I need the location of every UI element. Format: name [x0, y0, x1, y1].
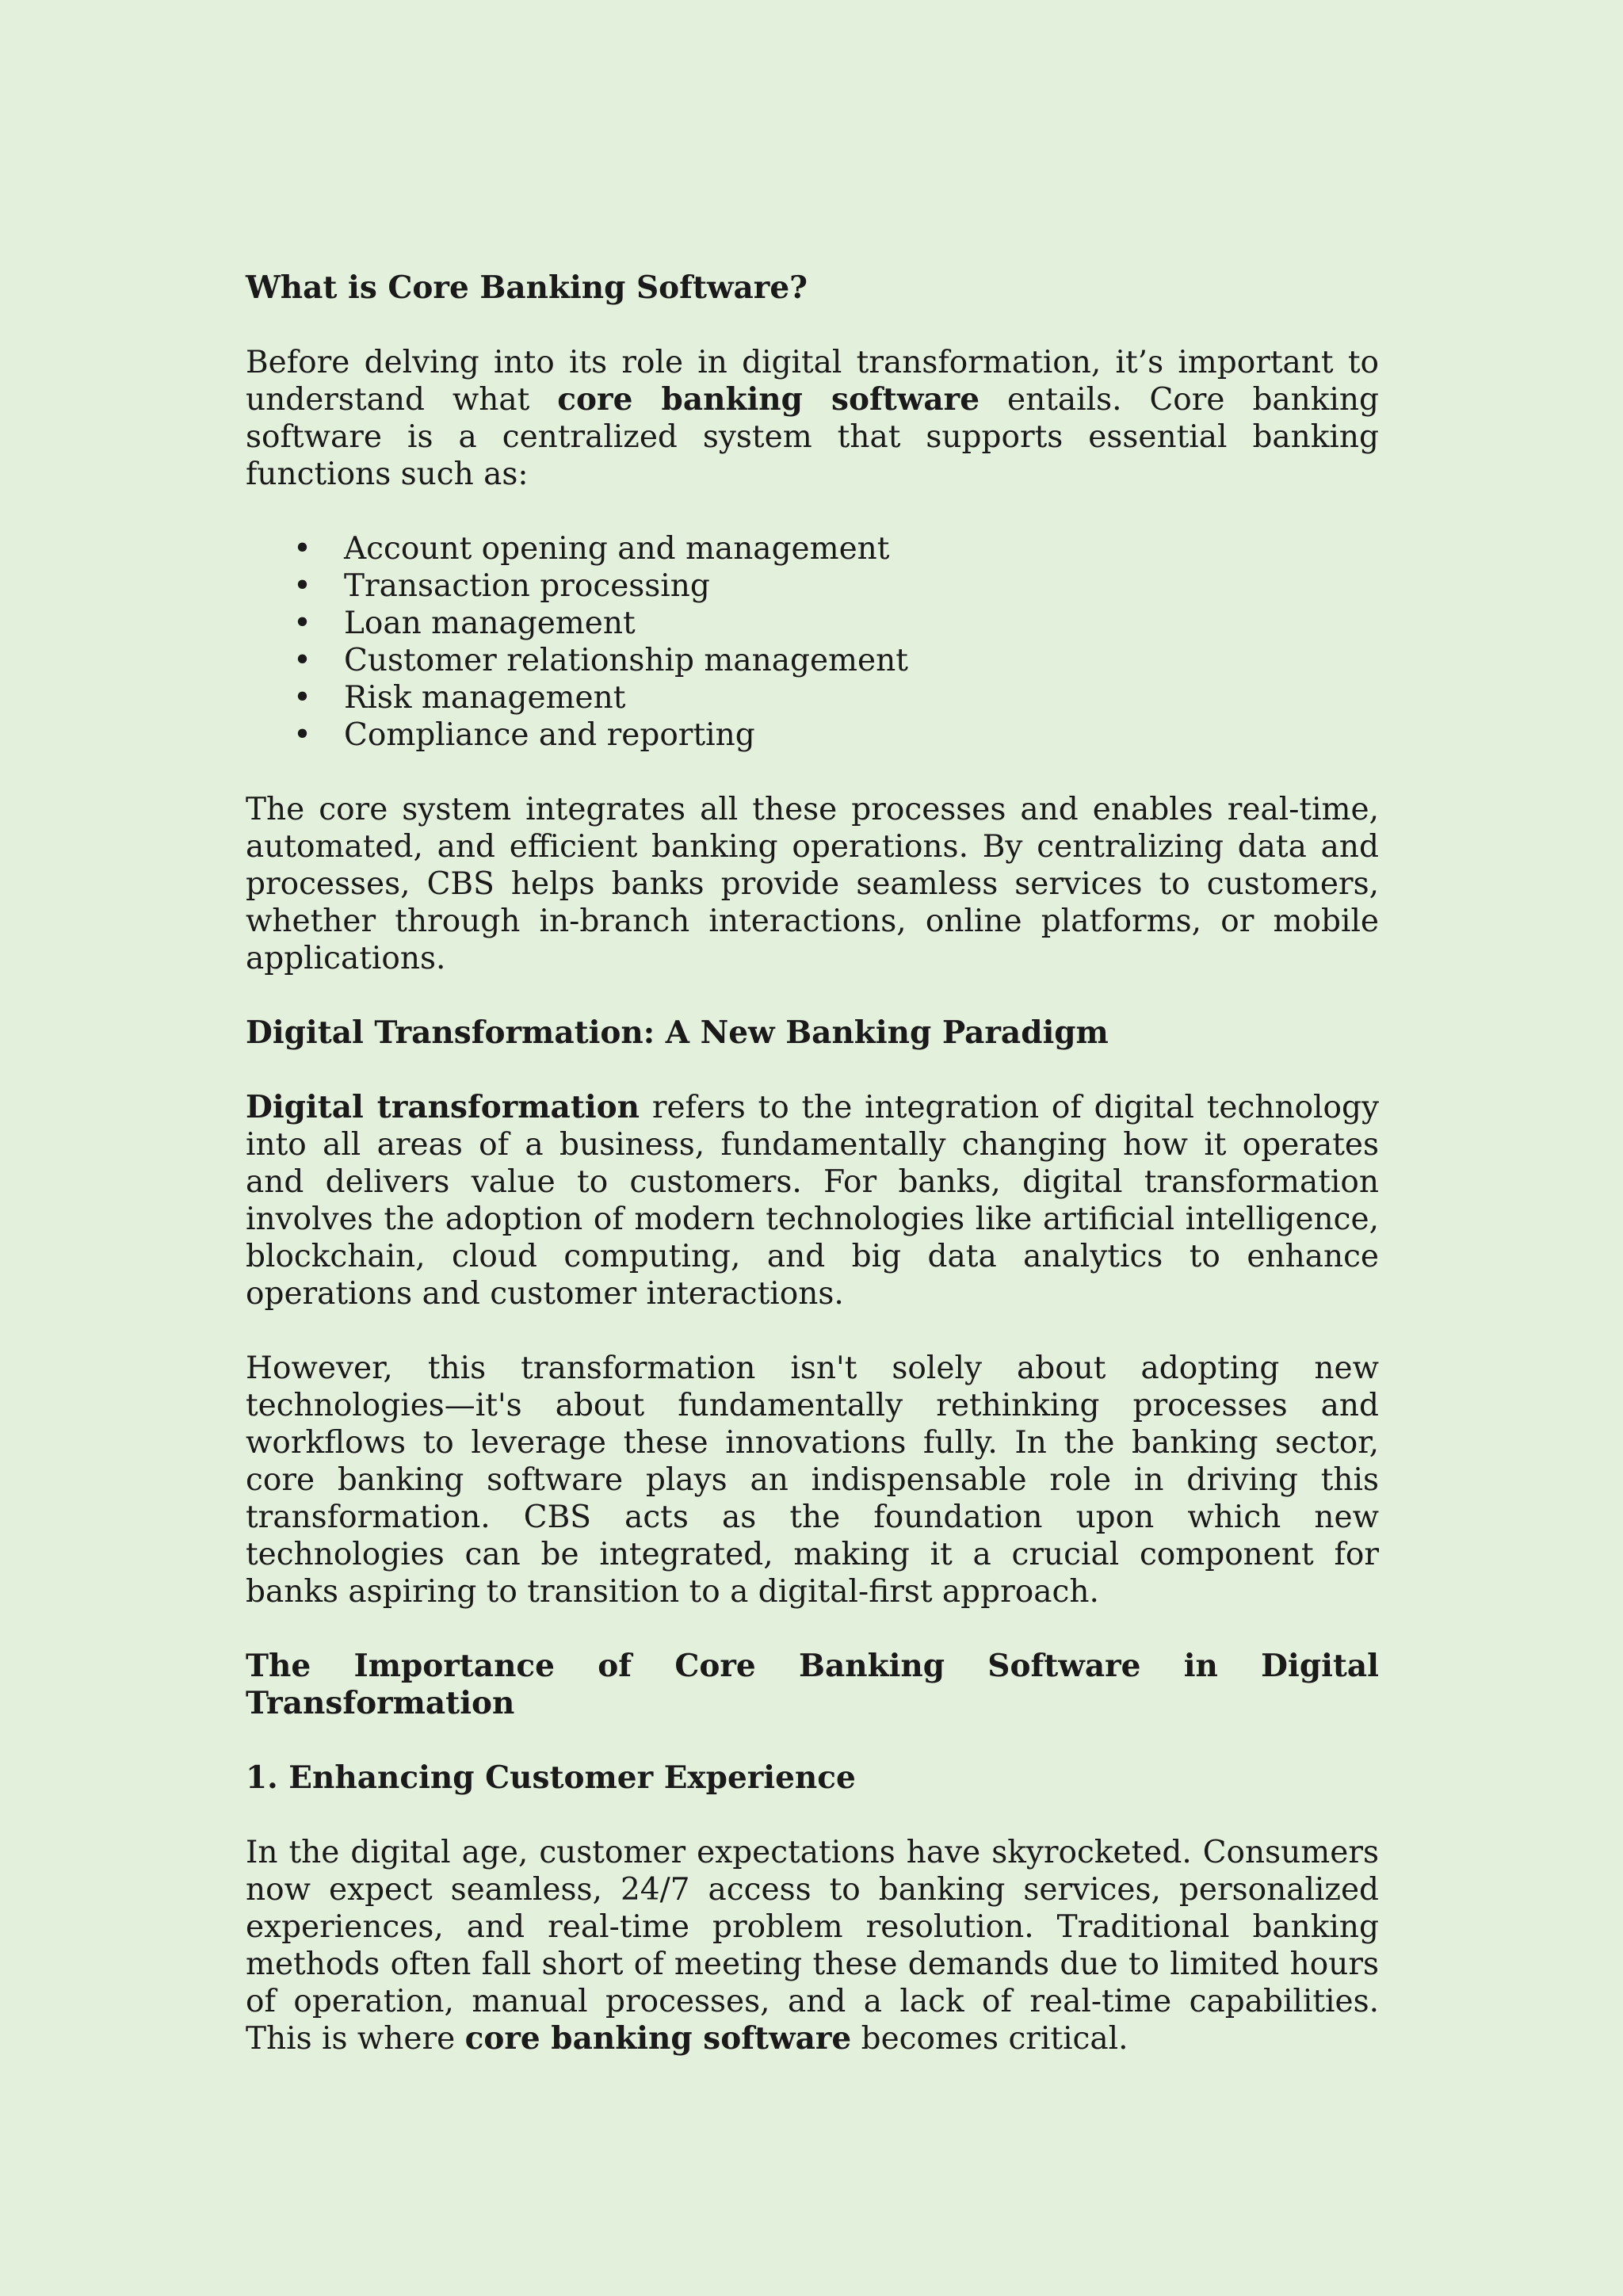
- list-item-text: Customer relationship management: [344, 643, 908, 678]
- section-heading-digital-transformation: Digital Transformation: A New Banking Paradigm: [246, 1014, 1109, 1051]
- bullet-icon: •: [293, 568, 312, 604]
- transformation-rethinking-paragraph: However, this transformation isn't solely about adopting new technologies—it's about fundamentally rethinking processes and workflows to leverage these innovations fully. In the banking sector, core banking software plays an indispensable role in driving this transformation. CBS acts as the foundation upon which new technologies can be integrated, making it a crucial component for banks aspiring to transition to a digital-first approach.: [246, 1350, 1379, 1610]
- banking-functions-list: [246, 530, 1379, 754]
- digital-transformation-definition-paragraph: [246, 1089, 1379, 1312]
- list-item: [293, 716, 1379, 754]
- intro-paragraph: [246, 344, 1379, 493]
- bullet-icon: •: [293, 680, 312, 716]
- subheading-customer-experience: 1. Enhancing Customer Experience: [246, 1759, 856, 1796]
- core-system-summary-paragraph: The core system integrates all these processes and enables real-time, automated, and efficient banking operations. By centralizing data and processes, CBS helps banks provide seamless services to customers, whether through in-branch interactions, online platforms, or mobile applications.: [246, 792, 1379, 976]
- list-item-text: Account opening and management: [344, 531, 890, 567]
- customer-experience-text-1: In the digital age, customer expectations have skyrocketed. Consumers now expect seamless, 24/7 access to banking services, personalized experiences, and real-time problem resolution. Traditional banking methods often fall short of meeting these demands due to limited hours of operation, manual processes, and a lack of real-time capabilities. This is where: [246, 1835, 1379, 2057]
- list-item-text: Compliance and reporting: [344, 717, 755, 753]
- list-item-text: Loan management: [344, 606, 636, 641]
- intro-bold-term: core banking software: [557, 381, 980, 418]
- customer-experience-text-2: becomes critical.: [851, 2021, 1128, 2057]
- intro-text-2: entails. Core banking software is a centralized system that supports essential banking functions such as:: [246, 382, 1379, 492]
- customer-experience-paragraph: [246, 1834, 1379, 2057]
- list-item-text: Transaction processing: [344, 568, 710, 604]
- list-item: [293, 567, 1379, 605]
- list-item: [293, 642, 1379, 679]
- list-item-text: Risk management: [344, 680, 626, 716]
- intro-text-1: Before delving into its role in digital transformation, it’s important to understand what: [246, 345, 1379, 418]
- definition-text: refers to the integration of digital technology into all areas of a business, fundamentally changing how it operates and delivers value to customers. For banks, digital transformation involves the adoption of modern technologies like artificial intelligence, blockchain, cloud computing, and big data analytics to enhance operations and customer interactions.: [246, 1090, 1379, 1312]
- list-item: [293, 530, 1379, 567]
- customer-experience-bold-term: core banking software: [464, 2020, 852, 2057]
- section-heading-importance: The Importance of Core Banking Software in Digital Transformation: [246, 1648, 1379, 1721]
- list-item: [293, 605, 1379, 642]
- list-item: [293, 679, 1379, 716]
- section-heading-what-is-cbs: What is Core Banking Software?: [246, 269, 808, 306]
- bullet-icon: •: [293, 531, 312, 567]
- bullet-icon: •: [293, 717, 312, 753]
- bullet-icon: •: [293, 643, 312, 678]
- bullet-icon: •: [293, 606, 312, 641]
- document-page: [246, 269, 1379, 2095]
- digital-transformation-bold-term: Digital transformation: [246, 1089, 640, 1125]
